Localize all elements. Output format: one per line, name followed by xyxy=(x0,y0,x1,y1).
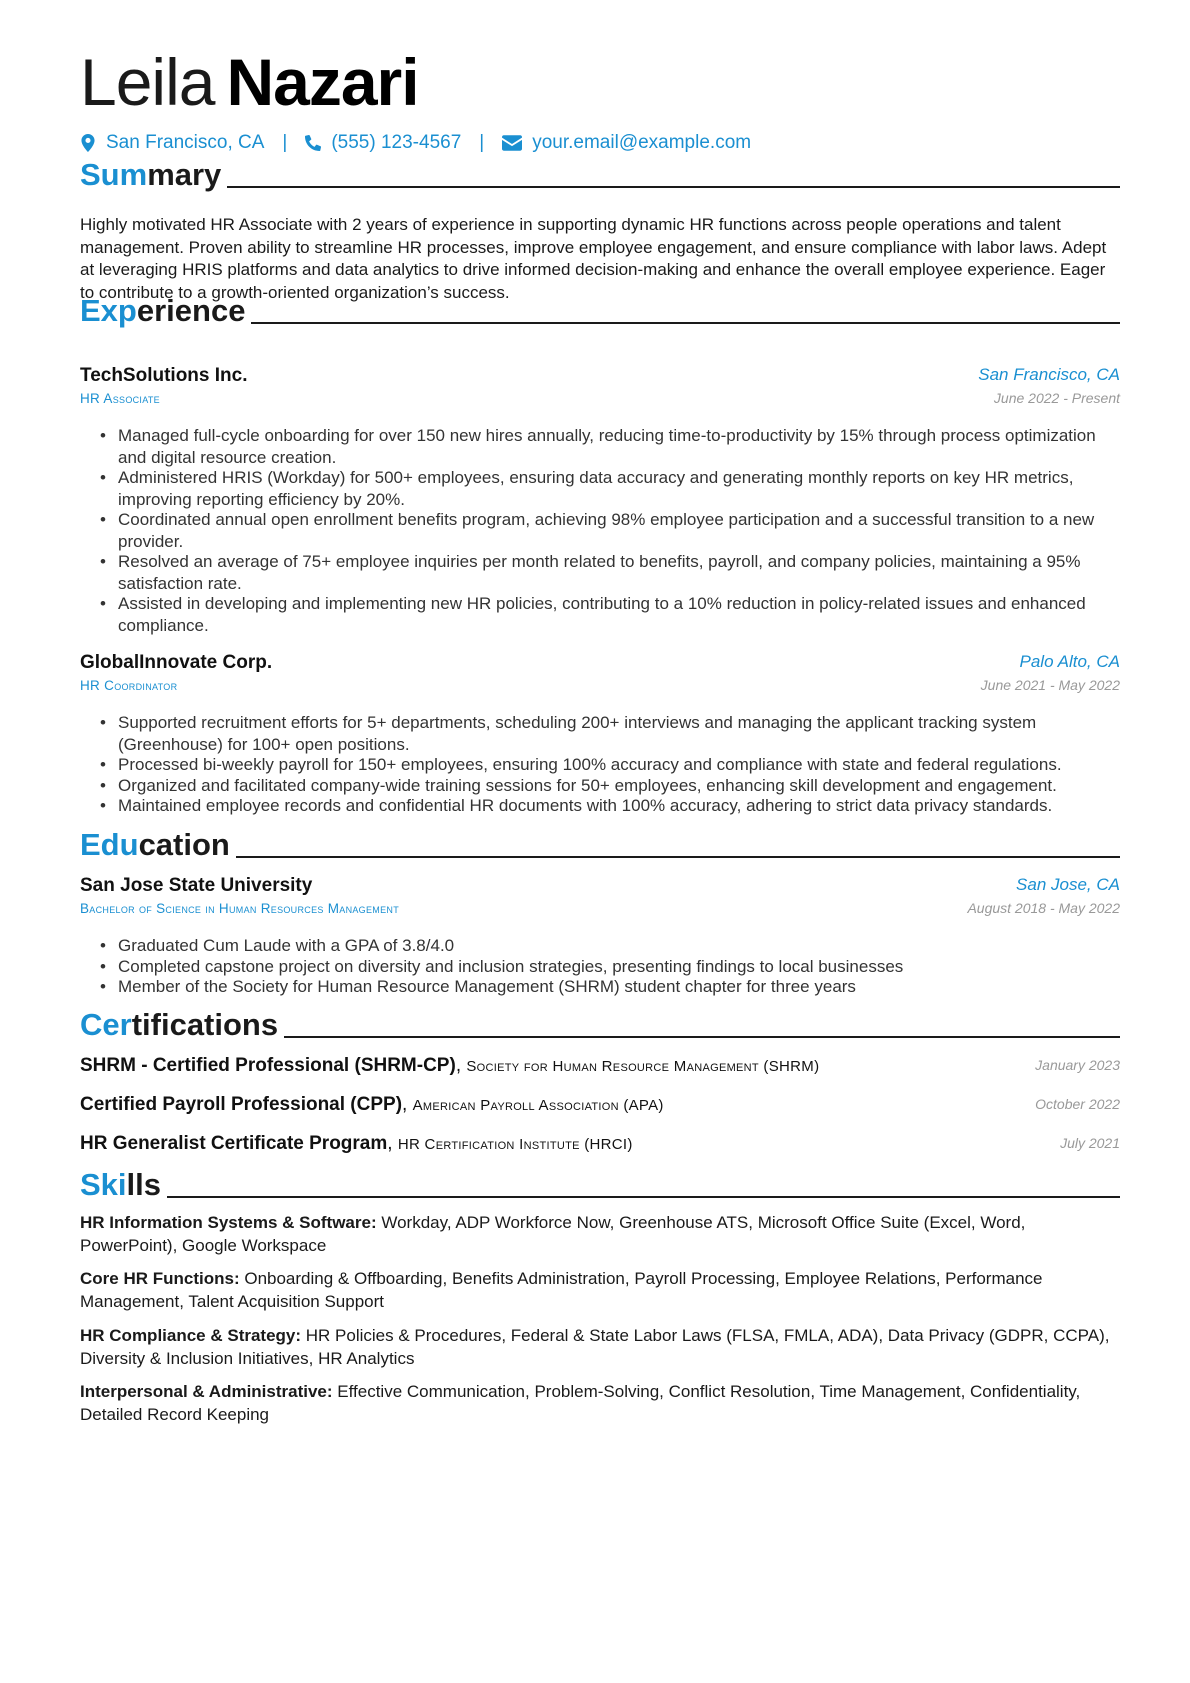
section-rule xyxy=(236,856,1120,858)
skill-label: Interpersonal & Administrative: xyxy=(80,1382,333,1401)
job-dates: June 2021 - May 2022 xyxy=(980,677,1120,693)
job-bullets xyxy=(100,425,1110,635)
job-role: HR Coordinator xyxy=(80,678,178,693)
list-item: • Managed full-cycle onboarding for over 150 new hires annually, reducing time-to-productivity by 15% through process optimization and digital resource creation. xyxy=(100,425,1110,468)
certification-name: Certified Payroll Professional (CPP) xyxy=(80,1094,403,1115)
skill-group xyxy=(80,1325,1120,1370)
candidate-name xyxy=(80,42,419,122)
phone-icon xyxy=(305,134,321,152)
job-location: Palo Alto, CA xyxy=(1019,652,1120,671)
certification-item: HR Generalist Certificate Program, HR Certification Institute (HRCI) xyxy=(80,1133,633,1154)
contact-location xyxy=(80,132,264,154)
title-rest: erience xyxy=(136,293,246,328)
contact-separator: | xyxy=(282,132,288,153)
title-highlight: Exp xyxy=(80,293,137,328)
title-highlight: Edu xyxy=(80,827,139,862)
skill-values: HR Policies & Procedures, Federal & State Labor Laws (FLSA, FMLA, ADA), Data Privacy (GDPR, CCPA), Diversity & Inclusion Initiatives, HR Analytics xyxy=(80,1326,1110,1368)
skill-values: Onboarding & Offboarding, Benefits Administration, Payroll Processing, Employee Relations, Performance Management, Talent Acquisition Support xyxy=(80,1269,1043,1311)
section-title-experience xyxy=(80,292,1120,330)
skill-label: HR Compliance & Strategy: xyxy=(80,1326,302,1345)
last-name: Nazari xyxy=(226,45,419,119)
title-rest: tifications xyxy=(131,1007,279,1042)
school-location: San Jose, CA xyxy=(1016,875,1120,894)
skill-values: Effective Communication, Problem-Solving, Conflict Resolution, Time Management, Confidentiality, Detailed Record Keeping xyxy=(80,1382,1081,1424)
list-item: • Administered HRIS (Workday) for 500+ employees, ensuring data accuracy and generating monthly reports on key HR metrics, improving reporting efficiency by 20%. xyxy=(100,467,1110,510)
school-name: San Jose State University xyxy=(80,875,313,896)
job-company: GlobalInnovate Corp. xyxy=(80,652,273,673)
certification-org: HR Certification Institute (HRCI) xyxy=(397,1136,633,1153)
title-highlight: Sum xyxy=(80,157,148,192)
title-highlight: Ski xyxy=(80,1167,127,1202)
list-item: • Organized and facilitated company-wide training sessions for 50+ employees, enhancing skill development and engagement. xyxy=(100,775,1110,797)
education-bullets xyxy=(100,935,1110,997)
contact-email[interactable] xyxy=(502,132,751,154)
list-item: • Coordinated annual open enrollment benefits program, achieving 98% employee participation and a successful transition to a new provider. xyxy=(100,509,1110,552)
job-company: TechSolutions Inc. xyxy=(80,365,248,386)
section-rule xyxy=(251,322,1120,324)
phone-text: (555) 123-4567 xyxy=(331,132,462,153)
certification-org: Society for Human Resource Management (SHRM) xyxy=(466,1058,820,1075)
contact-line xyxy=(80,132,751,154)
email-text: your.email@example.com xyxy=(532,132,752,153)
certification-org: American Payroll Association (APA) xyxy=(412,1097,664,1114)
summary-text: Highly motivated HR Associate with 2 years of experience in supporting dynamic HR functions across people operations and talent management. Proven ability to streamline HR processes, improve employee engagement, and ensure compliance with labor laws. Adept at leveraging HRIS platforms and data analytics to drive informed decision-making and enhance the overall employee experience. Eager to contribute to a growth-oriented organization’s success. xyxy=(80,215,1107,303)
job-bullets xyxy=(100,712,1110,816)
envelope-icon xyxy=(502,135,522,151)
certification-item: SHRM - Certified Professional (SHRM-CP), Society for Human Resource Management (SHRM) xyxy=(80,1055,820,1076)
skill-label: HR Information Systems & Software: xyxy=(80,1213,377,1232)
skill-label: Core HR Functions: xyxy=(80,1269,240,1288)
certification-date: July 2021 xyxy=(1060,1135,1120,1151)
skill-group xyxy=(80,1268,1120,1313)
map-pin-icon xyxy=(80,134,96,152)
skill-group xyxy=(80,1212,1120,1257)
list-item: • Assisted in developing and implementing new HR policies, contributing to a 10% reduction in policy-related issues and enhanced compliance. xyxy=(100,593,1110,636)
section-title-summary xyxy=(80,156,1120,194)
certification-name: SHRM - Certified Professional (SHRM-CP) xyxy=(80,1055,456,1076)
certification-date: January 2023 xyxy=(1035,1057,1120,1073)
degree: Bachelor of Science in Human Resources Management xyxy=(80,901,399,916)
section-title-education xyxy=(80,826,1120,864)
contact-phone[interactable] xyxy=(305,132,461,154)
list-item: • Completed capstone project on diversity and inclusion strategies, presenting findings to local businesses xyxy=(100,956,1110,978)
contact-separator: | xyxy=(479,132,485,153)
education-dates: August 2018 - May 2022 xyxy=(967,900,1120,916)
title-rest: mary xyxy=(147,157,222,192)
certification-item: Certified Payroll Professional (CPP), American Payroll Association (APA) xyxy=(80,1094,664,1115)
location-text: San Francisco, CA xyxy=(106,132,265,153)
list-item: • Graduated Cum Laude with a GPA of 3.8/4.0 xyxy=(100,935,1110,957)
list-item: • Maintained employee records and confidential HR documents with 100% accuracy, adhering to strict data privacy standards. xyxy=(100,795,1110,817)
title-rest: lls xyxy=(126,1167,161,1202)
section-rule xyxy=(167,1196,1120,1198)
list-item: • Supported recruitment efforts for 5+ departments, scheduling 200+ interviews and managing the applicant tracking system (Greenhouse) for 100+ open positions. xyxy=(100,712,1110,755)
section-title-skills xyxy=(80,1166,1120,1204)
list-item: • Member of the Society for Human Resource Management (SHRM) student chapter for three years xyxy=(100,976,1110,998)
skill-group xyxy=(80,1381,1120,1426)
first-name: Leila xyxy=(80,45,215,119)
list-item: • Resolved an average of 75+ employee inquiries per month related to benefits, payroll, and company policies, maintaining a 95% satisfaction rate. xyxy=(100,551,1110,594)
certification-date: October 2022 xyxy=(1035,1096,1120,1112)
job-location: San Francisco, CA xyxy=(978,365,1120,384)
skill-values: Workday, ADP Workforce Now, Greenhouse ATS, Microsoft Office Suite (Excel, Word, PowerPoint), Google Workspace xyxy=(80,1213,1026,1255)
section-rule xyxy=(227,186,1120,188)
section-rule xyxy=(284,1036,1120,1038)
title-rest: cation xyxy=(138,827,230,862)
list-item: • Processed bi-weekly payroll for 150+ employees, ensuring 100% accuracy and compliance with state and federal regulations. xyxy=(100,754,1110,776)
title-highlight: Cer xyxy=(80,1007,132,1042)
job-role: HR Associate xyxy=(80,391,160,406)
job-dates: June 2022 - Present xyxy=(993,390,1120,406)
section-title-certifications xyxy=(80,1006,1120,1044)
certification-name: HR Generalist Certificate Program xyxy=(80,1133,388,1154)
